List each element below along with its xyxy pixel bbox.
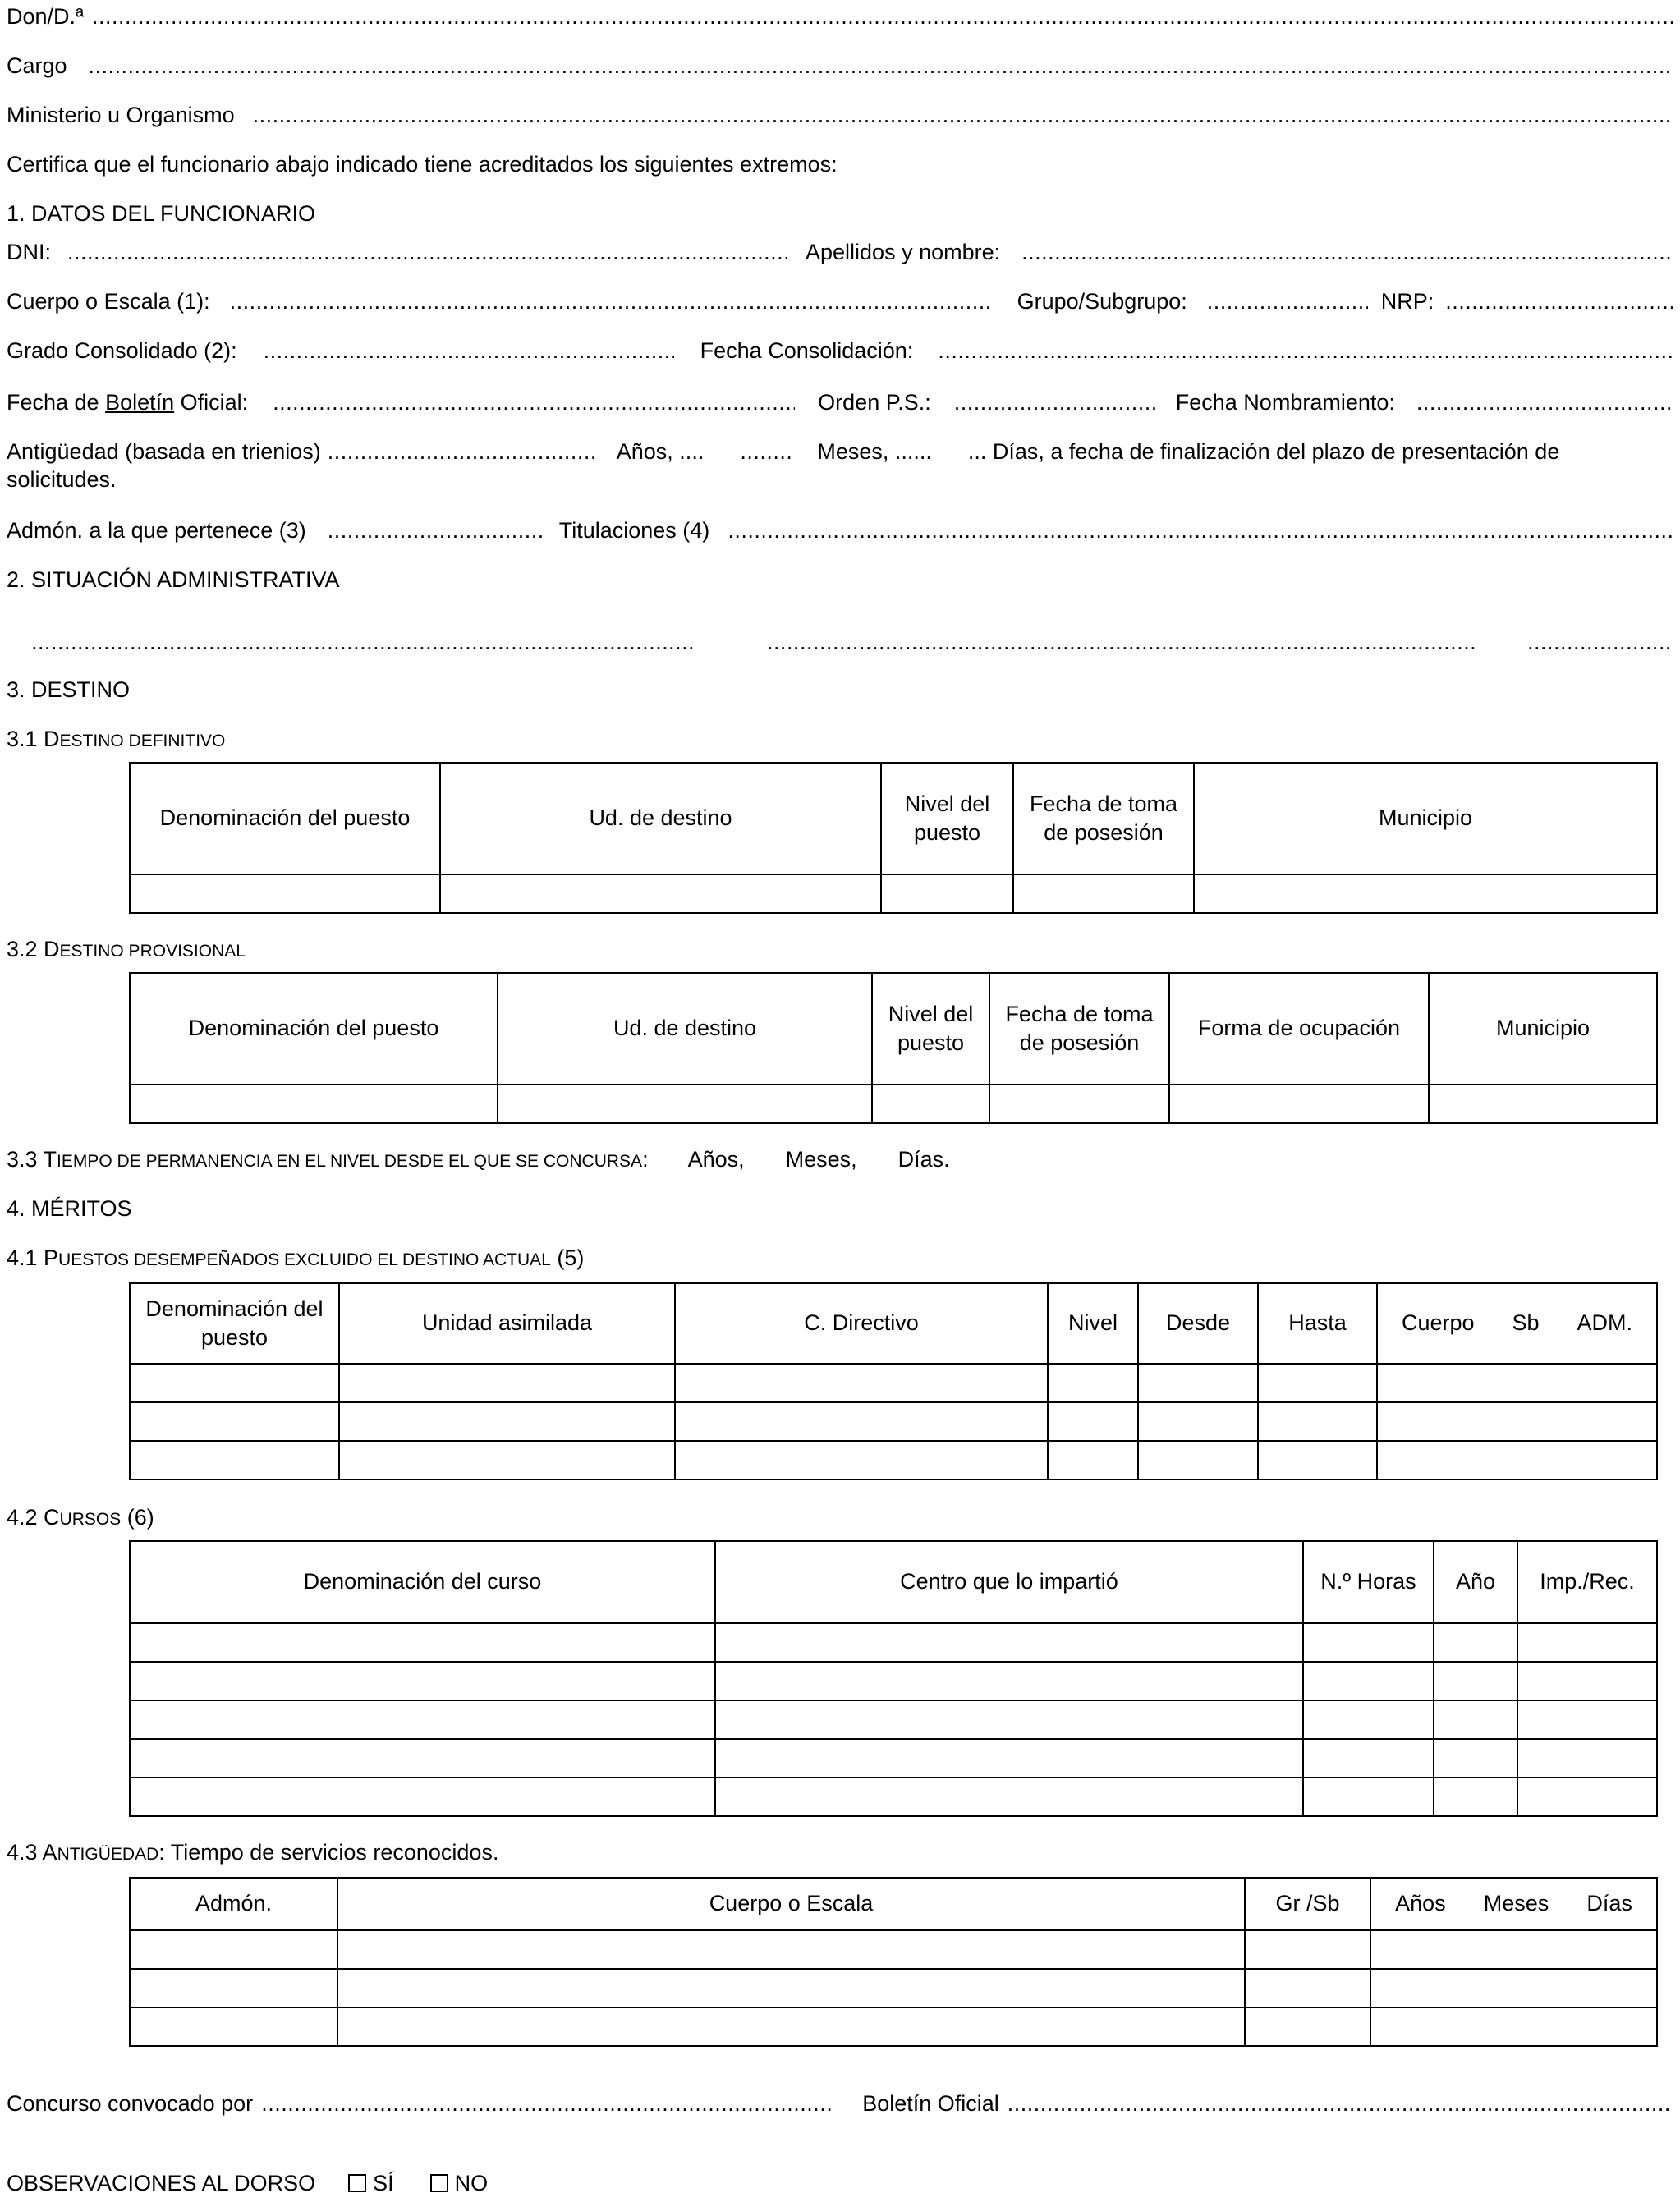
dias-label: ... Días, a fecha de finalización del plazo de presentación de <box>967 439 1560 464</box>
permanencia-meses: Meses, <box>785 1147 857 1172</box>
situacion-line <box>31 629 1673 657</box>
table-cell[interactable] <box>130 1739 715 1778</box>
table-header-row <box>130 763 1657 874</box>
header-adm: ADM. <box>1577 1310 1633 1336</box>
header-anos: Años <box>1395 1891 1446 1916</box>
table-cell[interactable] <box>872 1085 989 1123</box>
table-cell[interactable] <box>1434 1778 1517 1816</box>
table-header-cell: Imp./Rec. <box>1517 1541 1657 1623</box>
table-header-cell: Ud. de destino <box>440 763 881 874</box>
fecha-boletin-label: Fecha de Boletín Oficial: <box>7 390 249 415</box>
header-sb: Sb <box>1512 1310 1540 1336</box>
admon-field[interactable] <box>328 517 543 545</box>
table-cell[interactable] <box>337 2007 1245 2046</box>
table-cell[interactable] <box>130 1662 715 1700</box>
table-cell[interactable] <box>1245 1930 1370 1969</box>
table-header-cell: C. Directivo <box>675 1283 1048 1364</box>
cuerpo-line <box>7 288 1673 316</box>
meses-label: Meses, ...... <box>817 439 932 464</box>
section3-sub2: 3.2 DESTINO PROVISIONAL <box>7 937 246 961</box>
permanencia-dias: Días. <box>897 1147 950 1172</box>
table-cell[interactable] <box>1138 1441 1258 1479</box>
table-header-cell: Denominación del puesto <box>130 973 498 1085</box>
ministerio-line <box>7 102 1673 130</box>
cargo-field[interactable] <box>89 53 1673 80</box>
grupo-label: Grupo/Subgrupo: <box>1017 289 1187 314</box>
section4-sub2: 4.2 CURSOS (6) <box>7 1505 154 1530</box>
orden-field[interactable] <box>954 389 1156 417</box>
table-header-cell: Desde <box>1138 1283 1258 1364</box>
table-header-row <box>130 1878 1657 1930</box>
table-cell[interactable] <box>130 1441 339 1479</box>
table-header-cell: Fecha de toma de posesión <box>989 973 1169 1085</box>
section2-title: 2. SITUACIÓN ADMINISTRATIVA <box>7 567 340 592</box>
table-cell[interactable] <box>339 1441 675 1479</box>
table-cell[interactable] <box>498 1085 872 1123</box>
table-header-row <box>130 1541 1657 1623</box>
table-cell[interactable] <box>675 1364 1048 1402</box>
table-header-cell: Unidad asimilada <box>339 1283 675 1364</box>
table-header-cell: Ud. de destino <box>498 973 872 1085</box>
si-checkbox[interactable] <box>348 2174 366 2192</box>
certifica-text: Certifica que el funcionario abajo indicado tiene acreditados los siguientes extremos: <box>7 152 838 177</box>
table-row <box>130 1700 1657 1739</box>
table-row <box>130 1623 1657 1662</box>
table-header-cell: N.º Horas <box>1303 1541 1434 1623</box>
section4-sub1: 4.1 PUESTOS DESEMPEÑADOS EXCLUIDO EL DESTINO ACTUAL (5) <box>7 1246 585 1270</box>
table-cell[interactable] <box>1303 1623 1434 1662</box>
table-cell[interactable] <box>1303 1662 1434 1700</box>
table-row <box>130 1662 1657 1700</box>
dni-label: DNI: <box>7 240 51 264</box>
table-header-cell: Nivel del puesto <box>881 763 1013 874</box>
table-row <box>130 1969 1657 2007</box>
cuerpo-label: Cuerpo o Escala (1): <box>7 289 210 314</box>
grado-line <box>7 337 1673 365</box>
table-cell[interactable] <box>1303 1778 1434 1816</box>
table-cell[interactable] <box>130 1969 337 2007</box>
table-cell[interactable] <box>440 874 881 913</box>
situacion-field-3[interactable] <box>1527 629 1673 657</box>
table-cell[interactable] <box>130 1778 715 1816</box>
table-cell[interactable] <box>1258 1364 1377 1402</box>
table-cell[interactable] <box>130 1364 339 1402</box>
destino-definitivo-table <box>129 762 1658 914</box>
dni-line <box>7 239 1673 267</box>
dni-field[interactable] <box>67 239 787 267</box>
table-cell[interactable] <box>130 1700 715 1739</box>
nrp-label: NRP: <box>1380 289 1434 314</box>
admon-line <box>7 517 1673 545</box>
fecha-nombramiento-label: Fecha Nombramiento: <box>1175 390 1395 415</box>
antiguedad-table <box>129 1877 1658 2047</box>
table-row <box>130 2007 1657 2046</box>
table-header-cell: Municipio <box>1429 973 1657 1085</box>
table-row <box>130 1930 1657 1969</box>
orden-label: Orden P.S.: <box>818 390 931 415</box>
table-cell[interactable] <box>1370 1930 1657 1969</box>
table-cell[interactable] <box>1377 1441 1657 1479</box>
grado-field[interactable] <box>264 337 674 365</box>
table-cell[interactable] <box>1048 1441 1138 1479</box>
table-cell[interactable] <box>1138 1402 1258 1441</box>
table-cell[interactable] <box>715 1778 1303 1816</box>
anos-field[interactable] <box>740 438 791 466</box>
nrp-field[interactable] <box>1445 288 1673 316</box>
table-header-cell: Municipio <box>1194 763 1657 874</box>
table-cell[interactable] <box>1245 2007 1370 2046</box>
table-row <box>130 874 1657 913</box>
table-header-cell: Admón. <box>130 1878 337 1930</box>
admon-label: Admón. a la que pertenece (3) <box>7 518 306 543</box>
table-header-cell: Denominación del puesto <box>130 1283 339 1364</box>
antiguedad-field[interactable] <box>328 438 595 466</box>
table-cell[interactable] <box>881 874 1013 913</box>
header-dias: Días <box>1586 1891 1632 1916</box>
table-cell[interactable] <box>1258 1402 1377 1441</box>
fecha-consolidacion-label: Fecha Consolidación: <box>700 338 914 363</box>
table-cell[interactable] <box>130 2007 337 2046</box>
table-cell[interactable] <box>1138 1364 1258 1402</box>
table-cell[interactable] <box>1303 1700 1434 1739</box>
table-cell[interactable] <box>1377 1402 1657 1441</box>
header-cuerpo: Cuerpo <box>1401 1310 1475 1336</box>
situacion-field-1[interactable] <box>31 629 693 657</box>
table-header-cell: Hasta <box>1258 1283 1377 1364</box>
table-cell[interactable] <box>339 1364 675 1402</box>
table-header-cell: Nivel <box>1048 1283 1138 1364</box>
table-header-cell: Fecha de toma de posesión <box>1013 763 1194 874</box>
boletin-field[interactable] <box>1008 2090 1673 2118</box>
table-cell[interactable] <box>989 1085 1169 1123</box>
table-cell[interactable] <box>1517 1623 1657 1662</box>
cuerpo-field[interactable] <box>230 288 991 316</box>
solicitudes-label: solicitudes. <box>7 467 117 492</box>
table-cell[interactable] <box>1370 1969 1657 2007</box>
table-cell[interactable] <box>1013 874 1194 913</box>
don-line <box>7 3 1673 31</box>
table-cell[interactable] <box>1517 1700 1657 1739</box>
concurso-field[interactable] <box>261 2090 834 2118</box>
solicitudes-line <box>7 466 1673 494</box>
fecha-boletin-field[interactable] <box>273 389 795 417</box>
table-header-cell: Gr /Sb <box>1245 1878 1370 1930</box>
table-cell[interactable] <box>130 874 440 913</box>
situacion-field-2[interactable] <box>767 629 1475 657</box>
table-cell[interactable] <box>675 1441 1048 1479</box>
table-header-cell: Nivel del puesto <box>872 973 989 1085</box>
no-checkbox[interactable] <box>430 2174 448 2192</box>
table-cell[interactable] <box>675 1402 1048 1441</box>
puestos-table <box>129 1282 1658 1480</box>
grado-label: Grado Consolidado (2): <box>7 338 237 363</box>
boletin-label: Boletín Oficial <box>862 2091 999 2116</box>
observaciones-label: OBSERVACIONES AL DORSO <box>7 2171 316 2195</box>
permanencia-anos: Años, <box>687 1147 745 1172</box>
table-cell[interactable] <box>1194 874 1657 913</box>
section4-title: 4. MÉRITOS <box>7 1196 132 1221</box>
table-cell[interactable] <box>1245 1969 1370 2007</box>
certifica-line <box>7 151 1673 179</box>
header-meses: Meses <box>1483 1891 1549 1916</box>
table-cell[interactable] <box>715 1623 1303 1662</box>
table-cell[interactable] <box>130 1085 498 1123</box>
table-cell[interactable] <box>1434 1739 1517 1778</box>
table-cell[interactable] <box>1517 1662 1657 1700</box>
antiguedad-line <box>7 438 1673 466</box>
table-cell[interactable] <box>1434 1623 1517 1662</box>
table-header-cell: Centro que lo impartió <box>715 1541 1303 1623</box>
ministerio-field[interactable] <box>253 102 1673 130</box>
apellidos-label: Apellidos y nombre: <box>806 240 1001 264</box>
table-cell[interactable] <box>715 1662 1303 1700</box>
table-header-cell <box>1377 1283 1657 1364</box>
table-cell[interactable] <box>337 1930 1245 1969</box>
concurso-line <box>7 2090 1673 2118</box>
table-cell[interactable] <box>130 1402 339 1441</box>
table-cell[interactable] <box>339 1402 675 1441</box>
table-cell[interactable] <box>130 1623 715 1662</box>
section4-sub3: 4.3 ANTIGÜEDAD: Tiempo de servicios reconocidos. <box>7 1840 499 1865</box>
section3-sub1: 3.1 DESTINO DEFINITIVO <box>7 727 226 751</box>
table-cell[interactable] <box>715 1700 1303 1739</box>
titulaciones-field[interactable] <box>728 517 1673 545</box>
table-cell[interactable] <box>1048 1402 1138 1441</box>
table-cell[interactable] <box>130 1930 337 1969</box>
table-header-row <box>130 973 1657 1085</box>
table-cell[interactable] <box>1434 1700 1517 1739</box>
don-label: Don/D.ª <box>7 4 85 29</box>
table-cell[interactable] <box>1434 1662 1517 1700</box>
antiguedad-label: Antigüedad (basada en trienios) <box>7 439 321 464</box>
table-header-cell: Denominación del puesto <box>130 763 440 874</box>
table-header-cell: Año <box>1434 1541 1517 1623</box>
table-row <box>130 1402 1657 1441</box>
cargo-label: Cargo <box>7 53 67 78</box>
si-option[interactable]: SÍ <box>348 2170 394 2198</box>
table-row <box>130 1085 1657 1123</box>
table-header-cell: Forma de ocupación <box>1169 973 1429 1085</box>
boletin-line <box>7 389 1673 417</box>
table-cell[interactable] <box>1429 1085 1657 1123</box>
titulaciones-label: Titulaciones (4) <box>558 518 710 543</box>
table-header-row <box>130 1283 1657 1364</box>
table-cell[interactable] <box>715 1739 1303 1778</box>
table-cell[interactable] <box>1517 1778 1657 1816</box>
concurso-label: Concurso convocado por <box>7 2091 254 2116</box>
table-header-cell <box>1370 1878 1657 1930</box>
table-row <box>130 1364 1657 1402</box>
table-cell[interactable] <box>1048 1364 1138 1402</box>
destino-provisional-table <box>129 972 1658 1124</box>
cursos-table <box>129 1540 1658 1817</box>
anos-label: Años, .... <box>616 439 705 464</box>
don-field[interactable] <box>92 3 1673 31</box>
cargo-line <box>7 53 1673 80</box>
grupo-field[interactable] <box>1207 288 1368 316</box>
ministerio-label: Ministerio u Organismo <box>7 103 235 127</box>
table-row <box>130 1739 1657 1778</box>
table-row <box>130 1441 1657 1479</box>
section3-sub3: 3.3 T IEMPO DE PERMANENCIA EN EL NIVEL DESDE EL QUE SE CONCURSA : Años, Meses, Días. <box>7 1146 950 1174</box>
table-cell[interactable] <box>1303 1739 1434 1778</box>
table-header-cell: Cuerpo o Escala <box>337 1878 1245 1930</box>
section1-title: 1. DATOS DEL FUNCIONARIO <box>7 201 316 226</box>
table-cell[interactable] <box>337 1969 1245 2007</box>
table-row <box>130 1778 1657 1816</box>
table-cell[interactable] <box>1377 1364 1657 1402</box>
table-cell[interactable] <box>1169 1085 1429 1123</box>
no-option[interactable]: NO <box>430 2170 489 2198</box>
apellidos-field[interactable] <box>1021 239 1673 267</box>
table-cell[interactable] <box>1370 2007 1657 2046</box>
observaciones-line <box>7 2170 1673 2198</box>
section3-title: 3. DESTINO <box>7 677 131 702</box>
fecha-nombramiento-field[interactable] <box>1416 389 1673 417</box>
table-header-cell: Denominación del curso <box>130 1541 715 1623</box>
table-cell[interactable] <box>1517 1739 1657 1778</box>
table-cell[interactable] <box>1258 1441 1377 1479</box>
fecha-consolidacion-field[interactable] <box>938 337 1673 365</box>
